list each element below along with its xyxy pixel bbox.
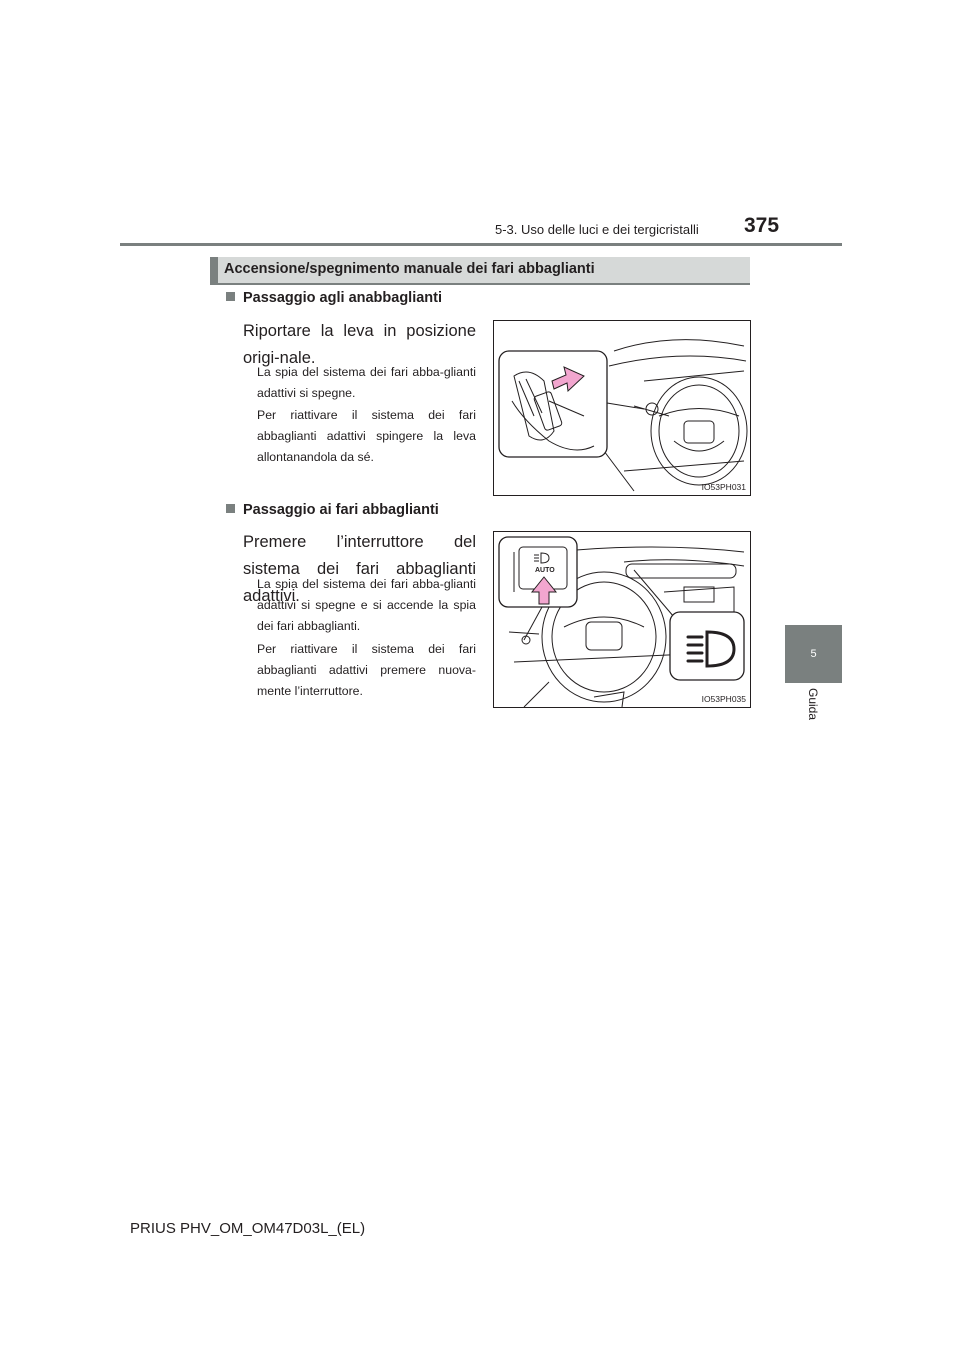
document-footer: PRIUS PHV_OM_OM47D03L_(EL) [130,1220,366,1237]
subheading-2 [226,502,439,518]
bullet-square-icon [226,504,235,513]
subheading-2-text: Passaggio ai fari abbaglianti [243,502,439,518]
subheading-1-text: Passaggio agli anabbaglianti [243,290,443,306]
instruction-2: Premere l’interruttore del sistema dei fari abbaglianti adattivi. [243,533,476,605]
instruction-1: Riportare la leva in posizione origi-nale. [243,322,476,367]
page-number: 375 [744,214,780,237]
note-2b: Per riattivare il sistema dei fari abbaglianti adattivi premere nuova-mente l’interruttore. [257,642,476,698]
figure-code-1: IO53PH031 [701,482,746,492]
dashboard-illustration [494,532,750,707]
note-1b: Per riattivare il sistema dei fari abbaglianti adattivi spingere la leva allontanandola da sé. [257,408,476,464]
heading-accent [210,257,218,285]
note-1a: La spia del sistema dei fari abba-glianti adattivi si spegne. [257,365,476,400]
subheading-1 [226,290,442,306]
chapter-label-text: Guida [806,688,820,721]
section-heading-text: Accensione/spegnimento manuale dei fari abbaglianti [224,261,595,277]
lever-hand-illustration [494,321,750,495]
figure-dashboard [493,531,751,708]
header-rule [120,243,842,246]
switch-auto-label: AUTO [535,567,555,574]
chapter-tab[interactable]: 5 [785,625,842,683]
chapter-label [800,688,820,748]
note-2a: La spia del sistema dei fari abba-glianti adattivi si spegne e si accende la spia dei fari abbaglianti. [257,577,476,633]
figure-lever [493,320,751,496]
figure-code-2: IO53PH035 [701,694,746,704]
section-title: 5-3. Uso delle luci e dei tergicristalli [495,222,699,237]
bullet-square-icon [226,292,235,301]
section-heading [210,257,750,285]
